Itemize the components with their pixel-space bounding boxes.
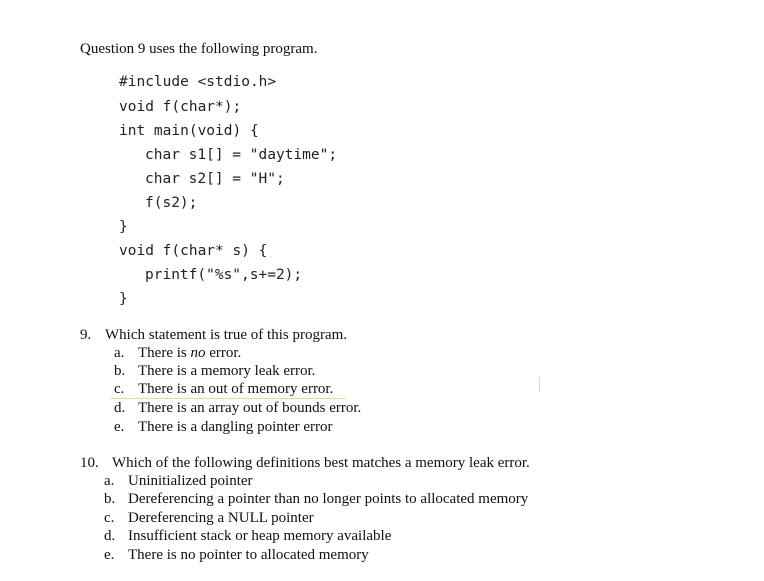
code-line-close-f: } [119, 291, 128, 307]
code-line-call: f(s2); [145, 195, 198, 211]
q9-option-a-text: There is no error. [138, 345, 242, 361]
q10-option-c-letter: c. [104, 510, 115, 526]
q10-option-a-text: Uninitialized pointer [128, 473, 253, 489]
q9-option-c-letter: c. [114, 381, 125, 397]
q10-option-d-text: Insufficient stack or heap memory available [128, 528, 392, 544]
q10-option-b-letter: b. [104, 491, 116, 507]
q9-option-b-text: There is a memory leak error. [138, 363, 316, 379]
q9-option-e-letter: e. [114, 419, 125, 435]
q9-option-d-text: There is an array out of bounds error. [138, 400, 362, 416]
code-line-s1: char s1[] = "daytime"; [145, 147, 338, 163]
code-line-printf: printf("%s",s+=2); [145, 267, 303, 283]
q9-option-e-text: There is a dangling pointer error [138, 419, 333, 435]
q10-option-d-letter: d. [104, 528, 116, 544]
intro-text: Question 9 uses the following program. [80, 41, 318, 57]
q9-option-d-letter: d. [114, 400, 126, 416]
q10-option-c-text: Dereferencing a NULL pointer [128, 510, 314, 526]
code-line-def-f: void f(char* s) { [119, 243, 268, 259]
code-line-prototype: void f(char*); [119, 99, 242, 115]
q9-option-a-letter: a. [114, 345, 125, 361]
q9-option-c-text: There is an out of memory error. [138, 381, 334, 397]
code-line-main: int main(void) { [119, 123, 259, 139]
q9-number: 9. [80, 327, 92, 343]
code-line-close-main: } [119, 219, 128, 235]
q10-option-b-text: Dereferencing a pointer than no longer points to allocated memory [128, 491, 529, 507]
q10-text: Which of the following definitions best matches a memory leak error. [112, 455, 530, 471]
q10-option-e-letter: e. [104, 547, 115, 563]
q9-text: Which statement is true of this program. [105, 327, 348, 343]
q10-option-a-letter: a. [104, 473, 115, 489]
code-line-include: #include <stdio.h> [119, 74, 277, 90]
q10-number: 10. [80, 455, 99, 471]
q10-option-e-text: There is no pointer to allocated memory [128, 547, 369, 563]
code-line-s2: char s2[] = "H"; [145, 171, 285, 187]
q9-option-b-letter: b. [114, 363, 126, 379]
text-cursor [539, 377, 540, 392]
